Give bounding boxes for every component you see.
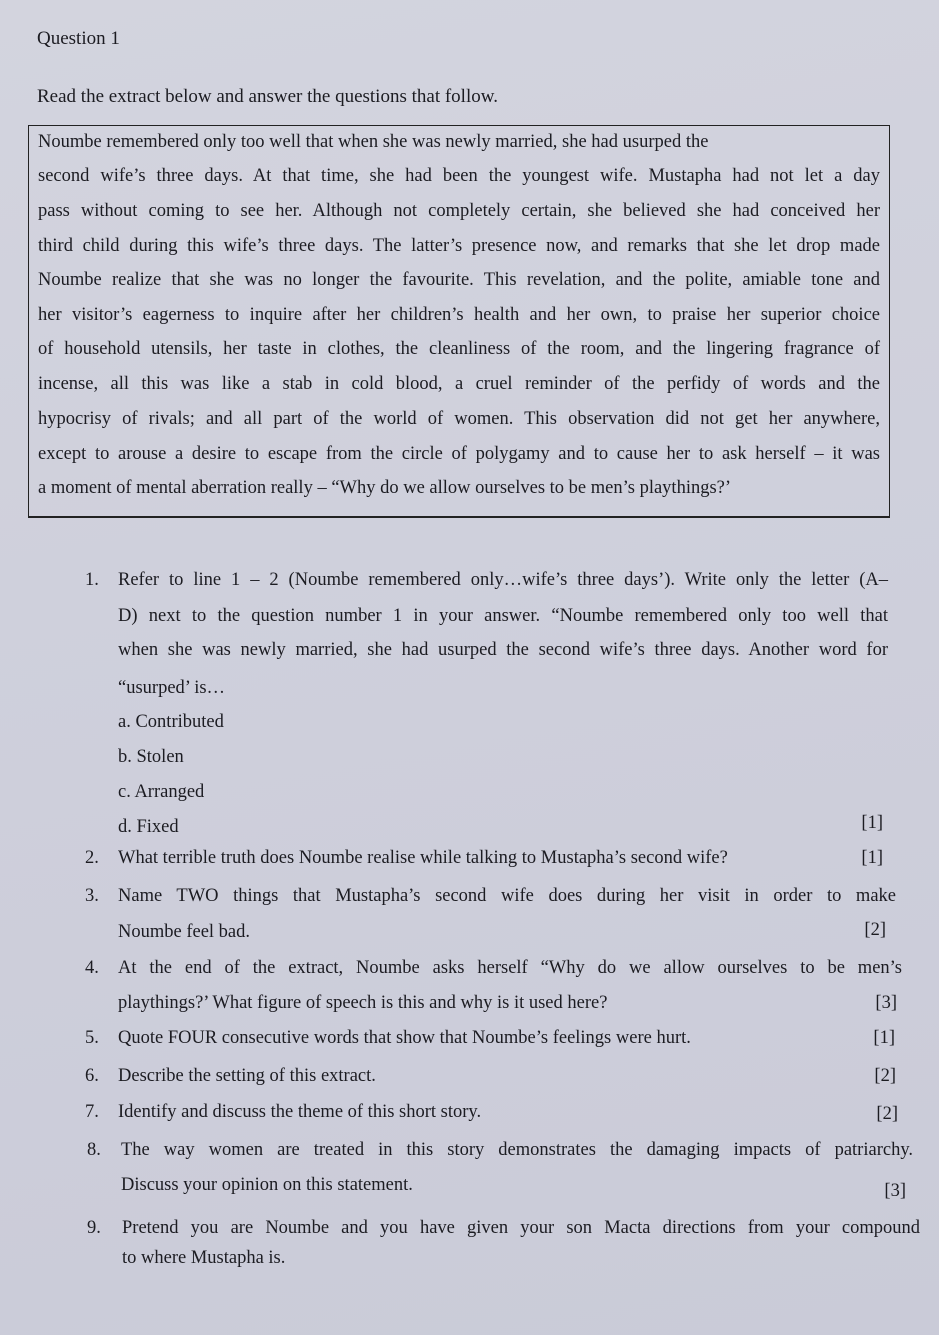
question-text: Quote FOUR consecutive words that show that Noumbe’s feelings were hurt.	[118, 1028, 691, 1048]
question-text: Noumbe feel bad.	[118, 922, 251, 942]
question-text: D) next to the question number 1 in your answer. “Noumbe remembered only too well that	[118, 606, 888, 626]
question-number: 1.	[85, 570, 99, 590]
question-number: 5.	[85, 1028, 99, 1048]
question-text: Name TWO things that Mustapha’s second wife does during her visit in order to make	[118, 886, 896, 906]
marks: [2]	[876, 1104, 898, 1124]
question-text: What terrible truth does Noumbe realise while talking to Mustapha’s second wife?	[118, 848, 728, 868]
option-d: d. Fixed	[118, 817, 179, 837]
marks: [3]	[884, 1181, 906, 1201]
question-number: 3.	[85, 886, 99, 906]
extract-line: hypocrisy of rivals; and all part of the world of women. This observation did not get her anywhere,	[38, 409, 880, 429]
extract-line: Noumbe realize that she was no longer the favourite. This revelation, and the polite, amiable tone and	[38, 270, 880, 290]
marks: [3]	[875, 993, 897, 1013]
question-text: The way women are treated in this story demonstrates the damaging impacts of patriarchy.	[121, 1140, 913, 1160]
question-text: Refer to line 1 – 2 (Noumbe remembered only…wife’s three days’). Write only the letter (A–	[118, 570, 888, 590]
marks: [2]	[874, 1066, 896, 1086]
extract-line: pass without coming to see her. Although not completely certain, she believed she had conceived her	[38, 201, 880, 221]
question-text: Discuss your opinion on this statement.	[121, 1175, 413, 1195]
question-text: playthings?’ What figure of speech is this and why is it used here?	[118, 993, 608, 1013]
marks: [2]	[864, 920, 886, 940]
instruction: Read the extract below and answer the questions that follow.	[37, 86, 498, 107]
question-number: 6.	[85, 1066, 99, 1086]
extract-line: of household utensils, her taste in clothes, the cleanliness of the room, and the lingering fragrance of	[38, 339, 880, 359]
question-number: 2.	[85, 848, 99, 868]
question-text: when she was newly married, she had usurped the second wife’s three days. Another word for	[118, 640, 888, 660]
extract-line: a moment of mental aberration really – “Why do we allow ourselves to be men’s playthings?’	[38, 478, 732, 498]
extract-line: third child during this wife’s three days. The latter’s presence now, and remarks that she let drop made	[38, 236, 880, 256]
question-text: Describe the setting of this extract.	[118, 1066, 376, 1086]
marks: [1]	[861, 813, 883, 833]
option-c: c. Arranged	[118, 782, 205, 802]
question-text: Pretend you are Noumbe and you have given your son Macta directions from your compound	[122, 1218, 920, 1238]
extract-line: Noumbe remembered only too well that when she was newly married, she had usurped the	[38, 132, 709, 152]
extract-box	[28, 125, 890, 518]
extract-line: her visitor’s eagerness to inquire after her children’s health and her own, to praise her superior choice	[38, 305, 880, 325]
question-heading: Question 1	[37, 28, 120, 49]
marks: [1]	[873, 1028, 895, 1048]
question-text: At the end of the extract, Noumbe asks herself “Why do we allow ourselves to be men’s	[118, 958, 902, 978]
extract-line: incense, all this was like a stab in cold blood, a cruel reminder of the perfidy of words and the	[38, 374, 880, 394]
question-number: 4.	[85, 958, 99, 978]
option-a: a. Contributed	[118, 712, 224, 732]
question-text: Identify and discuss the theme of this short story.	[118, 1102, 482, 1122]
extract-line: except to arouse a desire to escape from the circle of polygamy and to cause her to ask herself – it was	[38, 444, 880, 464]
question-number: 9.	[87, 1218, 101, 1238]
question-number: 8.	[87, 1140, 101, 1160]
marks: [1]	[861, 848, 883, 868]
option-b: b. Stolen	[118, 747, 184, 767]
question-text: to where Mustapha is.	[122, 1248, 286, 1268]
extract-line: second wife’s three days. At that time, she had been the youngest wife. Mustapha had not let a day	[38, 166, 880, 186]
question-number: 7.	[85, 1102, 99, 1122]
question-text: “usurped’ is…	[118, 678, 226, 698]
